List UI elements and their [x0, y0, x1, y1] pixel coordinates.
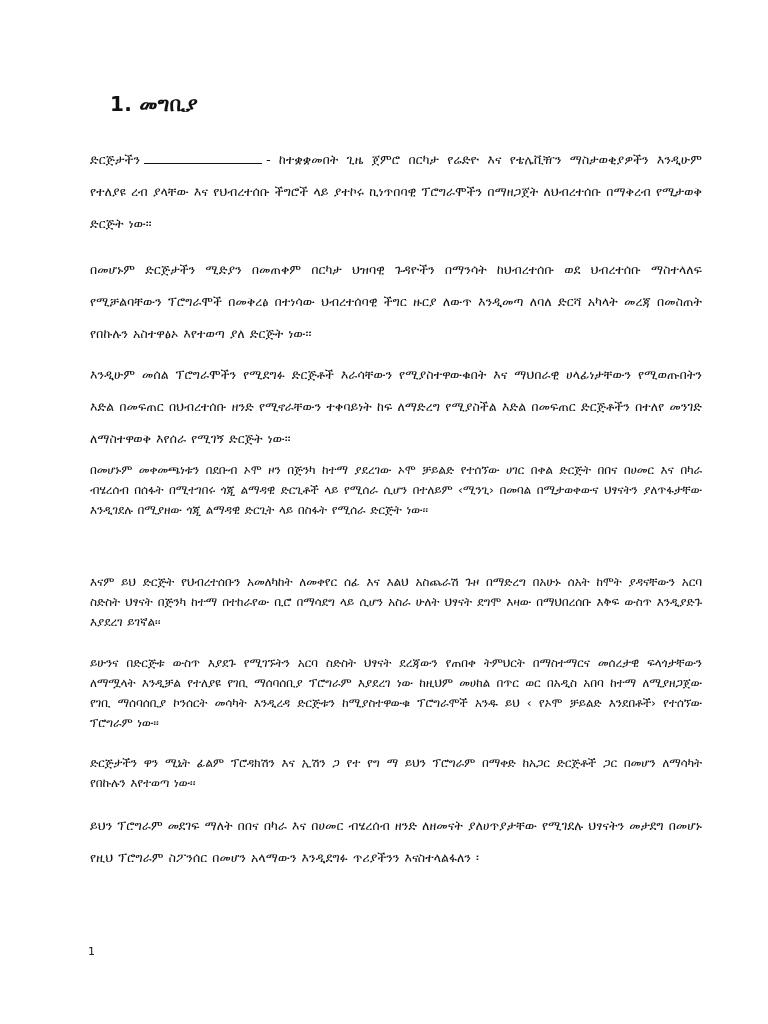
paragraph-1 — [90, 144, 702, 240]
paragraph-5: እናም ይህ ድርጅት የህብረተሰቡን አመለካከት ለመቀየር ሰፊ እና እልህ አስጨራሽ ጉዞ በማድረግ በአሁኑ ሰአት ከሞት ያዳናቸውን አርባ ስድስት ህፃናት በጅንካ ከተማ በተከራየው ቢሮ በማሳደግ ላይ ሲሆን አስራ ሁለት ህፃናት ደግሞ እዛው በማህበረሰቡ እቅፍ ውስጥ እንዲያድጉ እያደረገ ይገኛል፡፡ — [90, 575, 702, 629]
paragraph-8: ይህን ፕሮግራም መደገፍ ማለት በበና በካራ እና በሀመር ብሄረሰብ ዘንድ ለዘመናት ያለሀጥያታቸው የሚገደሉ ህፃናትን መታደግ በመሆኑ የዚህ ፕሮግራም ስፖንሰር በመሆን አላማውን እንዲደግፉ ጥሪያችንን እናስተላልፋለን ፡ — [90, 818, 702, 865]
paragraph-7: ድርጅታችን ዋን ሚኒት ፊልም ፕሮዳክሽን እና ኢሽን ጋ የተ የግ ማ ይህን ፕሮግራም በማቀድ ከአጋር ድርጅቶች ጋር በመሆን ለማሳካት የበኩሉን እየተወጣ ነው፡፡ — [90, 756, 702, 790]
paragraph-6: ይሁንና በድርጅቱ ውስጥ እያደጉ የሚገኙትን አርባ ስድስት ህፃናት ደረጃውን የጠበቀ ትምህርት በማስተማርና መሰረታዊ ፍላጎታቸውን ለማሟላት እንዲቻል የተለያዩ የገቢ ማሰባሰቢያ ፕሮግራም እያደረገ ነው ከዚህም መሀከል በጥር ወር በአዲስ አበባ ከተማ ለሚያዘጋጀው የገቢ ማሰባሰቢያ ኮንሰርት መሳካት እንዲረዳ ድርጅቱን ከሚያስተዋውቁ ፕሮግራሞች አንዱ ይህ ‹ የኦሞ ቻይልድ እንደበቶች› የተሰኘው ፕሮግራም ነው፡፡ — [90, 656, 702, 730]
fill-in-blank — [144, 151, 262, 164]
paragraph-1-start: ድርጅታችን — [90, 152, 141, 167]
paragraph-2: በመሆኑም ድርጅታችን ሚድያን በመጠቀም በርካታ ህዝባዊ ጉዳዮችን በማንሳት ከህብረተሰቡ ወደ ህብረተሰቡ ማስተላለፍ የሚቻልባቸውን ፕሮግራሞች በመቅረፅ በተነሳው ህብረተሰባዊ ችግር ዙርያ ለውጥ እንዲመጣ ለባለ ድርሻ አካላት መረጃ በመስጠት የበኩሉን አስተዋፅኦ እየተወጣ ያለ ድርጅት ነው፡፡ — [90, 262, 702, 341]
paragraph-1-rest: - ከተቋቋመበት ጊዜ ጀምሮ በርካታ የሬድዮ እና የቴሌቪዥን ማስታወቂያዎችን እንዲሁም የተለያዩ ረብ ያላቸው እና የህብረተሰቡ ችግሮች ላይ ያተኮሩ ኪነጥበባዊ ፕሮግራሞችን በማዘጋጀት ለህብረተሰቡ በማቅረብ የሚታወቅ ድርጅት ነው፡፡ — [90, 152, 702, 231]
page-number: 1 — [88, 945, 95, 958]
paragraph-4: በመሆኑም መቀመጫነቱን በደቡብ ኦሞ ዞን በጅንካ ከተማ ያደረገው ኦሞ ቻይልድ የተሰኘው ሀገር በቀል ድርጅት በበና በሀመር እና በካራ ብሄረሰብ በሰፋት በሚተገበሩ ጎጂ ልማዳዊ ድርጊቶች ላይ የሚሰራ ሲሆን በተለይም ‹ሚንጊ› በመባል በሚታወቀውና ህፃናትን ያለጥፋታቸው እንዲገደሉ በሚያዘው ጎጂ ልማዳዊ ድርጊት ላይ በስፋት የሚሰራ ድርጅት ነው፡፡ — [90, 463, 702, 517]
section-heading: 1. መግቢያ — [110, 92, 199, 116]
paragraph-3: እንዲሁም መሰል ፕሮግራሞችን የሚደግፉ ድርጅቶች እራሳቸውን የሚያስተዋውቁበት እና ማህበራዊ ሀላፊነታቸውን የሚወጡበትን እድል በመፍጠር በህብረተሰቡ ዘንድ የሚኖራቸውን ተቀባይነት ከፍ ለማድረግ የሚያስችል እድል በመፍጠር ድርጅቶችን በተለየ መንገድ ለማስተዋወቅ እየሰራ የሚገኝ ድርጅት ነው፡፡ — [90, 367, 702, 446]
